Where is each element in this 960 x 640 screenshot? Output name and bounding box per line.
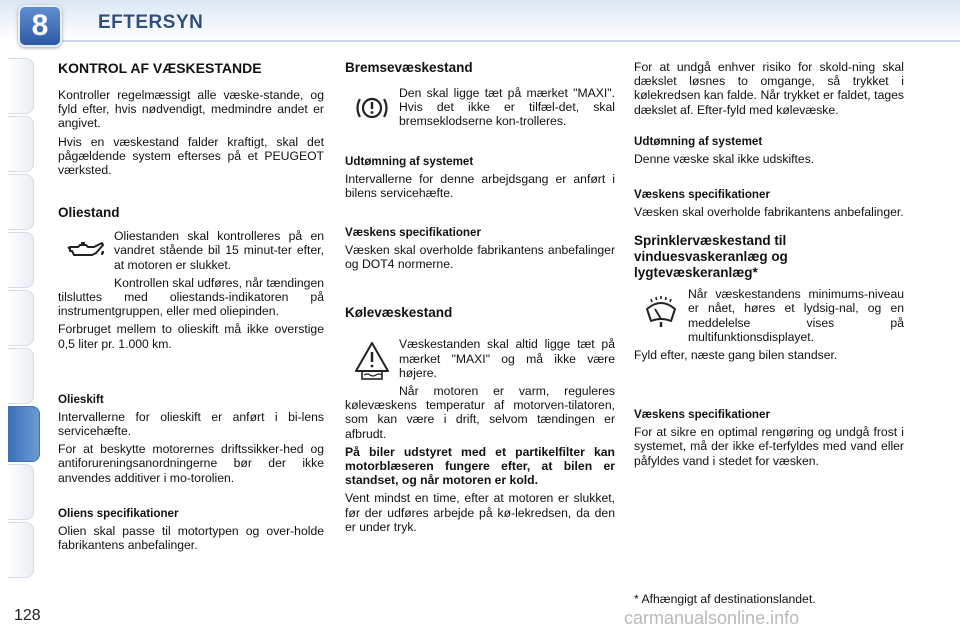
chapter-side-tabs bbox=[8, 58, 34, 580]
side-tab[interactable] bbox=[8, 464, 34, 520]
chapter-title: EFTERSYN bbox=[98, 12, 204, 33]
column-left bbox=[58, 60, 324, 556]
brake-drain-text: Intervallerne for denne arbejdsgang er anført i bilens servicehæfte. bbox=[345, 171, 615, 200]
page-title: KONTROL AF VÆSKESTANDE bbox=[58, 60, 262, 76]
column-right bbox=[634, 60, 904, 472]
footnote: * Afhængigt af destinationslandet. bbox=[634, 592, 816, 606]
coolant-text: Væskestanden skal altid ligge tæt på mærket "MAXI" og må ikke være højere. bbox=[399, 337, 615, 380]
brake-spec-heading: Væskens specifikationer bbox=[345, 226, 481, 240]
oil-level-text: Kontrollen skal udføres, når tændingen tilsluttes med oliestands-indikatoren på instrumentgruppen, eller med oliepinden. bbox=[58, 275, 325, 319]
side-tab-active[interactable] bbox=[8, 406, 40, 462]
washer-spec-text: For at sikre en optimal rengøring og undgå frost i systemet, må der ikke ef-terfyldes med vand eller påfyldes vand i stedet for væsken. bbox=[634, 425, 904, 468]
coolant-spec-heading: Væskens specifikationer bbox=[634, 188, 770, 202]
oil-change-heading: Olieskift bbox=[58, 392, 104, 406]
coolant-text: Vent mindst en time, efter at motoren er slukket, før der udføres arbejde på kø-lekredsen, da den er under tryk. bbox=[345, 491, 615, 534]
coolant-block bbox=[345, 337, 615, 384]
oil-spec-text: Olien skal passe til motortypen og over-holde fabrikantens anbefalinger. bbox=[58, 523, 324, 553]
washer-fluid-heading: Sprinklervæskestand til vinduesvaskeranlæg og lygtevæskeranlæg* bbox=[634, 233, 788, 281]
brake-spec-text: Væsken skal overholde fabrikantens anbefalinger og DOT4 normerne. bbox=[345, 243, 615, 272]
side-tab[interactable] bbox=[8, 290, 34, 346]
brake-drain-heading: Udtømning af systemet bbox=[345, 154, 474, 168]
oil-level-text: Forbruget mellem to olieskift må ikke overstige 0,5 liter pr. 1.000 km. bbox=[58, 322, 324, 351]
brake-fluid-heading: Bremsevæskestand bbox=[345, 60, 473, 75]
header-rule bbox=[40, 40, 960, 42]
brake-warning-icon bbox=[345, 86, 399, 133]
coolant-warning-text: På biler udstyret med et partikelfilter kan motorblæseren fungere efter, at bilen er standset, og når motoren er kold. bbox=[345, 444, 615, 488]
coolant-warning-icon bbox=[345, 337, 399, 384]
washer-fluid-text: Når væskestandens minimums-niveau er nået, høres et lydsig-nal, og en meddelelse vises på multifunktionsdisplayet. bbox=[688, 287, 904, 344]
side-tab[interactable] bbox=[8, 232, 34, 288]
side-tab[interactable] bbox=[8, 116, 34, 172]
coolant-drain-text: Denne væske skal ikke udskiftes. bbox=[634, 151, 815, 166]
coolant-heading: Kølevæskestand bbox=[345, 305, 453, 321]
side-tab[interactable] bbox=[8, 174, 34, 230]
side-tab[interactable] bbox=[8, 58, 34, 114]
intro-paragraph: Hvis en væskestand falder kraftigt, skal det pågældende system efterses på et PEUGEOT værksted. bbox=[58, 134, 324, 178]
side-tab[interactable] bbox=[8, 348, 34, 404]
coolant-drain-heading: Udtømning af systemet bbox=[634, 134, 763, 148]
page-number: 128 bbox=[14, 607, 41, 624]
chapter-number-badge: 8 bbox=[18, 5, 62, 47]
brake-fluid-text: Den skal ligge tæt på mærket "MAXI". Hvis det ikke er tilfæl-det, skal bremseklodserne kon-trolleres. bbox=[399, 86, 615, 129]
coolant-text: Når motoren er varm, reguleres kølevæskens temperatur af motorven-tilatoren, som kan være i drift, selvom tændingen er afbrudt. bbox=[345, 384, 615, 441]
washer-fluid-block bbox=[634, 287, 904, 348]
washer-fluid-text: Fyld efter, næste gang bilen standser. bbox=[634, 348, 838, 363]
oil-change-text: For at beskytte motorernes driftssikker-hed og antiforureningsanordningerne bør der ikke anvendes additiver i mo-torolien. bbox=[58, 442, 324, 485]
windscreen-washer-icon bbox=[634, 287, 688, 348]
washer-spec-heading: Væskens specifikationer bbox=[634, 408, 770, 422]
oil-level-text: Oliestanden skal kontrolleres på en vandret stående bil 15 minut-ter efter, at motoren er slukket. bbox=[114, 229, 324, 272]
column-middle bbox=[345, 60, 615, 538]
oil-can-icon bbox=[58, 229, 114, 276]
coolant-spec-text: Væsken skal overholde fabrikantens anbefalinger. bbox=[634, 205, 904, 220]
oil-level-block bbox=[58, 229, 324, 276]
oil-change-text: Intervallerne for olieskift er anført i bi-lens servicehæfte. bbox=[58, 409, 324, 439]
oil-level-heading: Oliestand bbox=[58, 205, 120, 221]
coolant-cap-text: For at undgå enhver risiko for skold-ning skal dækslet løsnes to omgange, så trykket i kølekredsen kan falde. Når trykket er faldet, tages dækslet af. Efter-fyld med kølevæske. bbox=[634, 60, 904, 117]
intro-paragraph: Kontroller regelmæssigt alle væske-stande, og fyld efter, hvis nødvendigt, medmindre andet er angivet. bbox=[58, 88, 324, 131]
side-tab[interactable] bbox=[8, 522, 34, 578]
oil-spec-heading: Oliens specifikationer bbox=[58, 506, 179, 520]
watermark: carmanualsonline.info bbox=[624, 608, 800, 628]
brake-fluid-block bbox=[345, 86, 615, 133]
